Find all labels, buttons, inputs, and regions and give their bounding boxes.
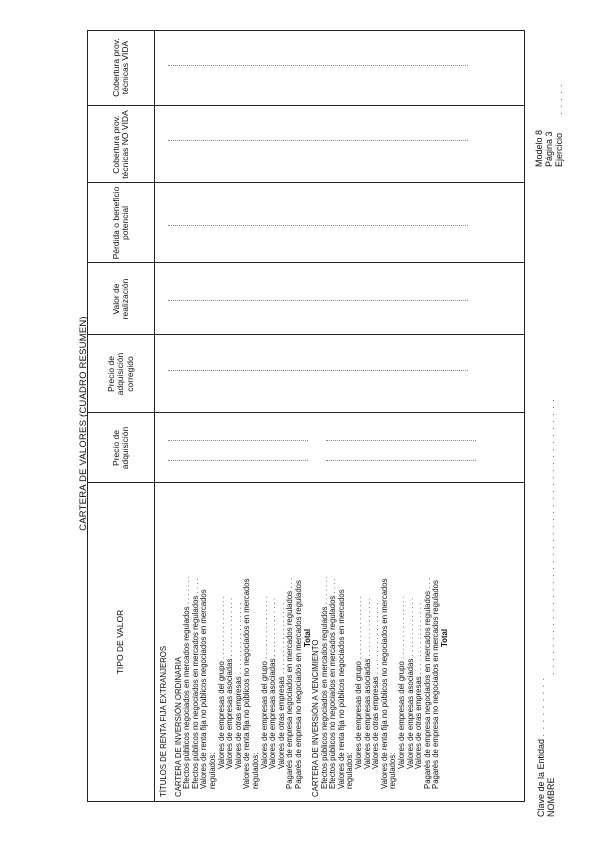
row-label bbox=[200, 487, 209, 797]
row-text: CARTERA DE INVERSIÓN ORDINARIA bbox=[173, 656, 183, 797]
row-leader-dots: . . . . bbox=[328, 578, 338, 594]
year-label: Ejercicio bbox=[554, 132, 564, 167]
col-header-type: TIPO DE VALOR bbox=[115, 609, 126, 675]
row-text: Efectos públicos no negociados en mercados regulados bbox=[190, 595, 200, 789]
row-text: regulados: bbox=[345, 752, 355, 789]
dotted-guide bbox=[326, 460, 476, 461]
row-text: Pagarés de empresa negociados en mercados regulados bbox=[422, 590, 432, 789]
entity-key-field[interactable]: . . . . . . . . . bbox=[536, 676, 546, 737]
col-divider bbox=[88, 412, 524, 413]
row-leader-dots: . . . . . . . . . . . . . . . bbox=[259, 596, 269, 660]
row-leader-dots: . . . . . . . . . . . . . . . . . bbox=[276, 602, 286, 675]
entity-key-label: Clave de la Entidad bbox=[536, 738, 546, 817]
row-text: Pagarés de empresa negociados en mercados regulados bbox=[285, 590, 295, 789]
securities-table bbox=[87, 30, 525, 802]
row-text: regulados: bbox=[250, 752, 260, 789]
row-text: TÍTULOS DE RENTA FIJA EXTRANJEROS bbox=[159, 645, 168, 797]
row-leader-dots: . . . . . . . . . . . . . . . . . bbox=[233, 602, 243, 675]
total-row bbox=[441, 487, 450, 797]
dotted-guide bbox=[168, 300, 468, 301]
row-leader-dots: . . . . . . . . . . . . . . . bbox=[397, 596, 407, 660]
row-leader-dots: . . . . . . . . . . . . . . bbox=[268, 597, 278, 657]
row-leader-dots: . . . . . . . . . . . . . . . . . bbox=[371, 602, 381, 675]
row-leader-dots: . . . . . . . bbox=[182, 576, 192, 605]
col-header-potential-gain-loss: Pérdida o beneficio potencial bbox=[110, 186, 130, 260]
row-text: Pagarés de empresa no negociados en mercados regulados bbox=[293, 580, 303, 789]
dotted-guide bbox=[168, 460, 308, 461]
col-header-coverage-life: Cobertura prov. técnicas VIDA bbox=[110, 38, 130, 97]
name-field[interactable]: . . . . . . . . . . . . . . . . . . . . . . . . . . . . . . . . . . . . . . . . bbox=[546, 398, 556, 675]
row-text: Efectos públicos no negociados en mercados regulados bbox=[328, 595, 338, 789]
row-leader-dots: . . . . . . . . . . . . . . . bbox=[216, 596, 226, 660]
row-text: Efectos públicos negociados en mercados regulados bbox=[182, 606, 192, 789]
name-line bbox=[546, 398, 556, 817]
row-label bbox=[381, 487, 390, 797]
col-header-coverage-nonlife: Cobertura prov. técnicas NO VIDA bbox=[110, 110, 130, 179]
row-leader-dots: . . . . . . . bbox=[319, 576, 329, 605]
year-field[interactable]: . . . . . bbox=[554, 82, 564, 115]
row-text: Valores de otras empresas bbox=[371, 676, 381, 769]
name-label: NOMBRE bbox=[546, 777, 556, 817]
row-label bbox=[243, 487, 252, 797]
row-leader-dots: . . . bbox=[285, 577, 295, 589]
row-leader-dots: . . . . . . . . . . . . . . . . . bbox=[414, 602, 424, 675]
col-header-realization-value: Valor de realización bbox=[110, 278, 130, 320]
section-heading bbox=[160, 487, 169, 797]
entity-key-line bbox=[536, 677, 546, 817]
row-labels bbox=[160, 487, 450, 797]
row-leader-dots: . . . bbox=[422, 577, 432, 589]
row-text: Valores de renta fija no públicos negociados en mercados bbox=[336, 589, 346, 789]
row-leader-dots: . . . . . . . . . . . . . . bbox=[362, 597, 372, 657]
col-divider bbox=[88, 334, 524, 335]
row-text: CARTERA DE INVERSIÓN A VENCIMIENTO bbox=[311, 639, 321, 797]
row-text: Valores de empresas asociadas bbox=[225, 658, 235, 769]
col-header-acq-price: Precio de adquisición bbox=[110, 426, 130, 470]
dotted-guide bbox=[168, 225, 468, 226]
row-leader-dots: . . . . bbox=[190, 578, 200, 594]
row-text: regulados: bbox=[388, 752, 398, 789]
model-label: Modelo 8 bbox=[534, 129, 544, 167]
col-divider bbox=[88, 105, 524, 106]
row-text: Valores de empresas asociadas bbox=[268, 658, 278, 769]
row-text: Valores de renta fija no públicos no negociados en mercados bbox=[379, 578, 389, 789]
row-text: Valores de otras empresas bbox=[276, 676, 286, 769]
page-label: Página 3 bbox=[544, 131, 554, 167]
page-title: CARTERA DE VALORES (CUADRO RESUMEN) bbox=[78, 316, 89, 531]
col-header-acq-price-corrected: Precio de adquisición corregido bbox=[105, 352, 135, 396]
row-text: Valores de renta fija no públicos negociados en mercados bbox=[199, 589, 209, 789]
row-text: Total bbox=[440, 628, 449, 647]
row-text: Valores de empresas del grupo bbox=[216, 661, 226, 769]
row-text: Efectos públicos negociados en mercados regulados bbox=[319, 606, 329, 789]
year-line bbox=[554, 83, 564, 167]
row-text: Valores de otras empresas bbox=[233, 676, 243, 769]
row-text: Valores de empresas asociadas bbox=[362, 658, 372, 769]
row-text: Valores de empresas del grupo bbox=[259, 661, 269, 769]
col-divider bbox=[88, 482, 524, 483]
row-text: regulados: bbox=[207, 752, 217, 789]
row-text: Valores de empresas del grupo bbox=[354, 661, 364, 769]
header-divider bbox=[154, 31, 155, 801]
dotted-guide bbox=[168, 65, 468, 66]
row-text: Total bbox=[302, 628, 312, 647]
col-divider bbox=[88, 182, 524, 183]
col-divider bbox=[88, 262, 524, 263]
row-text: Valores de empresas del grupo bbox=[397, 661, 407, 769]
row-leader-dots: . . . . . . . . . . . . . . . bbox=[354, 596, 364, 660]
row-leader-dots: . . . . . . . . . . . . . . bbox=[405, 597, 415, 657]
row-text: Valores de renta fija no públicos no negociados en mercados bbox=[242, 578, 252, 789]
row-text: Valores de empresas asociadas bbox=[405, 658, 415, 769]
dotted-guide bbox=[168, 370, 468, 371]
dotted-guide bbox=[168, 440, 308, 441]
dotted-guide bbox=[326, 440, 476, 441]
row-leader-dots: . . . . . . . . . . . . . . bbox=[225, 597, 235, 657]
row-text: Pagarés de empresa no negociados en mercados regulados bbox=[431, 580, 441, 789]
dotted-guide bbox=[168, 140, 468, 141]
row-label bbox=[338, 487, 347, 797]
row-text: Valores de otras empresas bbox=[414, 676, 424, 769]
